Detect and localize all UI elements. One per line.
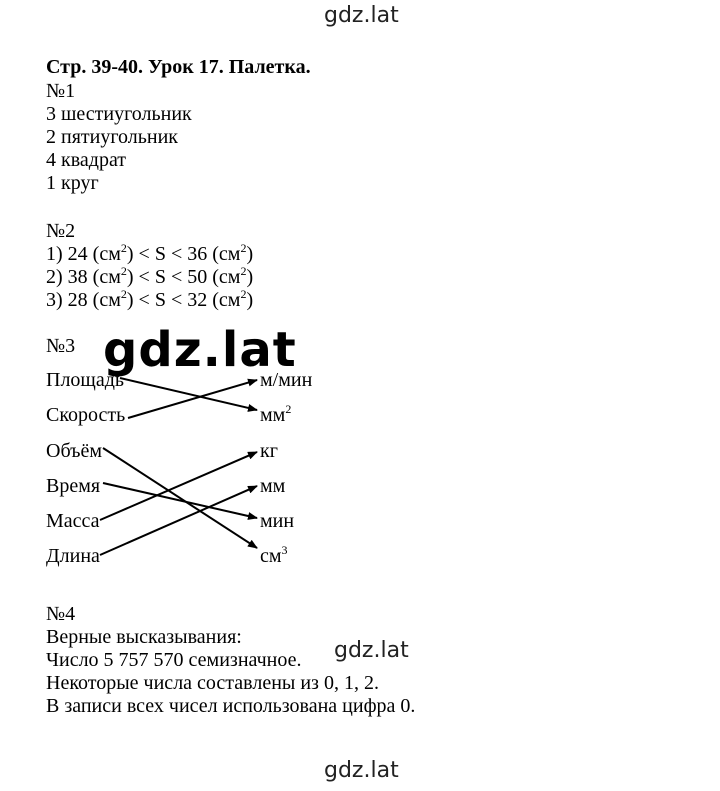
task1-line: 2 пятиугольник xyxy=(46,126,179,148)
task2-row: 1) 24 $(см^2) < S < 36$ $(см^2)$ xyxy=(46,241,254,265)
task1-line: 4 квадрат xyxy=(46,149,127,171)
watermark-top: gdz.lat xyxy=(324,3,399,28)
match-arrow xyxy=(103,483,257,518)
variable: S xyxy=(154,289,166,311)
high-value: 50 xyxy=(187,266,208,288)
task3-label: №3 xyxy=(46,335,76,357)
unit: см xyxy=(218,289,241,311)
unit: см xyxy=(99,243,121,265)
unit: см xyxy=(99,266,121,288)
watermark-small: gdz.lat xyxy=(334,638,409,663)
unit: см xyxy=(218,266,241,288)
task1-line: 3 шестиугольник xyxy=(46,103,192,125)
low-value: 28 xyxy=(67,289,88,311)
task1-label: №1 xyxy=(46,80,76,102)
row-number: 1) xyxy=(46,243,63,265)
row-number: 3) xyxy=(46,289,63,311)
quantity-label: Объём xyxy=(46,440,102,462)
task2-row: 3) 28 $(см^2) < S < 32$ $(см^2)$ xyxy=(46,287,254,311)
unit-exponent: 3 xyxy=(281,543,288,557)
high-value: 36 xyxy=(187,243,208,265)
unit: см xyxy=(218,243,241,265)
quantity-label: Площадь xyxy=(46,369,124,391)
unit-exponent: 2 xyxy=(285,402,292,416)
match-arrow xyxy=(128,380,257,418)
task4-label: №4 xyxy=(46,603,76,625)
unit-exponent: 2 xyxy=(120,287,127,301)
match-arrow xyxy=(120,378,257,410)
unit-exponent: 2 xyxy=(240,241,247,255)
low-value: 38 xyxy=(67,266,88,288)
quantity-label: Длина xyxy=(46,545,100,567)
unit-text: см xyxy=(260,545,282,567)
low-value: 24 xyxy=(67,243,88,265)
row-number: 2) xyxy=(46,266,63,288)
high-value: 32 xyxy=(187,289,208,311)
task2-label: №2 xyxy=(46,220,76,242)
unit-exponent: 2 xyxy=(240,287,247,301)
task4-line: Число 5 757 570 семизначное. xyxy=(46,649,302,671)
unit-text: кг xyxy=(260,440,278,462)
variable: S xyxy=(154,243,166,265)
unit-text: м/мин xyxy=(260,369,313,391)
unit-text: мм xyxy=(260,404,286,426)
task4-line: В записи всех чисел использована цифра 0. xyxy=(46,695,416,717)
unit: см xyxy=(99,289,121,311)
unit-text: мм xyxy=(260,475,286,497)
page-title: Стр. 39-40. Урок 17. Палетка. xyxy=(46,56,311,78)
unit-text: мин xyxy=(260,510,295,532)
quantity-label: Скорость xyxy=(46,404,126,426)
variable: S xyxy=(154,266,166,288)
task1-line: 1 круг xyxy=(46,172,99,194)
task4-line: Некоторые числа составлены из 0, 1, 2. xyxy=(46,672,379,694)
unit-exponent: 2 xyxy=(240,264,247,278)
watermark-bottom: gdz.lat xyxy=(324,758,399,783)
watermark-middle: gdz.lat xyxy=(103,322,297,378)
unit-exponent: 2 xyxy=(120,264,127,278)
task4-line: Верные высказывания: xyxy=(46,626,242,648)
task2-row: 2) 38 $(см^2) < S < 50$ $(см^2)$ xyxy=(46,264,254,288)
unit-exponent: 2 xyxy=(120,241,127,255)
quantity-label: Время xyxy=(46,475,101,497)
quantity-label: Масса xyxy=(46,510,100,532)
